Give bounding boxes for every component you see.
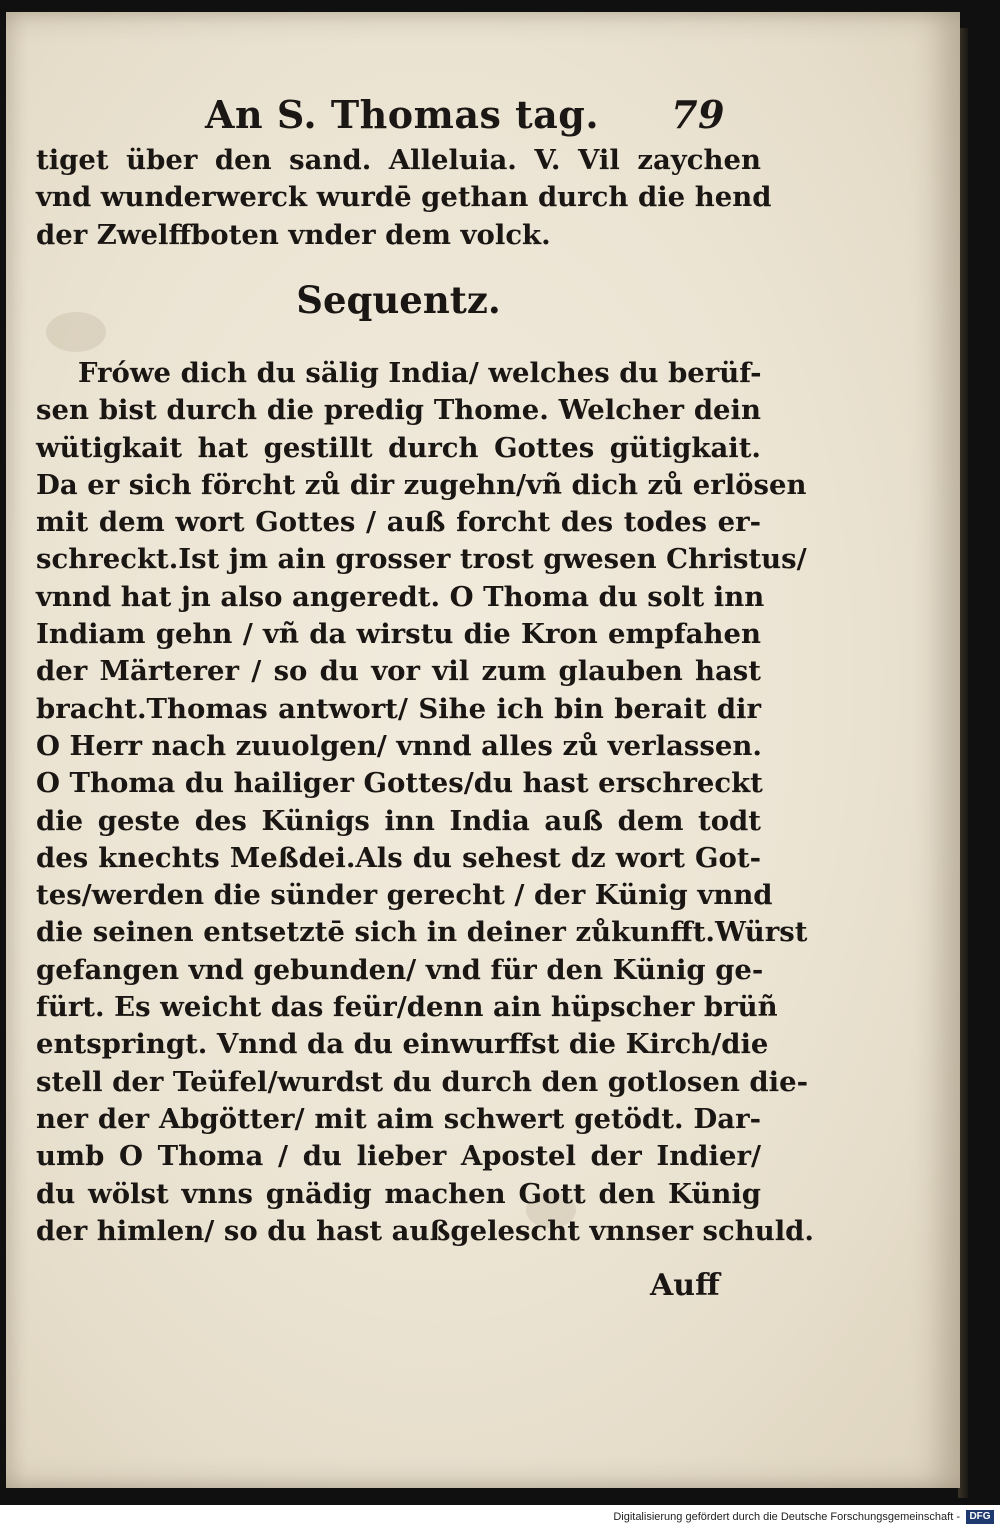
text-line: tiget über den sand. Alleluia. V. Vil zaychen [36, 144, 761, 176]
text-line: sen bist durch die predig Thome. Welcher dein [36, 394, 761, 427]
dfg-logo-icon: DFG [966, 1510, 994, 1524]
footer-bar [0, 1505, 1000, 1530]
text-line: der Märterer / so du vor vil zum glauben hast [36, 655, 761, 688]
text-line: schreckt.Ist jm ain grosser trost gwesen Christus/ [36, 543, 807, 576]
page-number: 79 [671, 92, 725, 137]
text-line: O Thoma du hailiger Gottes/du hast erschreckt [36, 767, 763, 800]
text-line: Da er sich förcht zů dir zugehn/vñ dich zů erlösen [36, 468, 807, 501]
footer-credit: Digitalisierung gefördert durch die Deutsche Forschungsgemeinschaft - [613, 1511, 960, 1523]
section-heading: Sequentz. [296, 278, 501, 322]
sequence-body [36, 355, 814, 1250]
text-line: des knechts Meßdei.Als du sehest dz wort Got- [36, 841, 761, 874]
text-line: stell der Teüfel/wurdst du durch den gotlosen die- [36, 1065, 809, 1098]
text-line: O Herr nach zuuolgen/ vnnd alles zů verlassen. [36, 729, 762, 762]
text-line: entspringt. Vnnd da du einwurffst die Kirch/die [36, 1028, 769, 1061]
text-line: vnd wunderwerck wurdē gethan durch die hend [36, 181, 772, 214]
text-line: der Zwelffboten vnder dem volck. [36, 218, 551, 251]
text-line: tes/werden die sünder gerecht / der Künig vnnd [36, 879, 773, 912]
text-line: die seinen entsetztē sich in deiner zůkunfft.Würst [36, 916, 808, 949]
text-line: bracht.Thomas antwort/ Sihe ich bin berait dir [36, 692, 761, 725]
text-line: fürt. Es weicht das feür/denn ain hüpscher brüñ [36, 991, 778, 1024]
top-lines [36, 142, 772, 254]
text-block [36, 142, 814, 1247]
text-line: Frówe dich du sälig India/ welches du berüf- [78, 357, 762, 389]
text-line: der himlen/ so du hast außgelescht vnnser schuld. [36, 1214, 814, 1247]
text-line: die geste des Künigs inn India auß dem todt [36, 804, 761, 837]
text-line: Indiam gehn / vñ da wirstu die Kron empfahen [36, 618, 761, 651]
text-line: vnnd hat jn also angeredt. O Thoma du solt inn [36, 580, 765, 613]
text-line: ner der Abgötter/ mit aim schwert getödt. Dar- [36, 1102, 761, 1135]
text-line: umb O Thoma / du lieber Apostel der Indier/ [36, 1140, 761, 1173]
text-line: mit dem wort Gottes / auß forcht des todes er- [36, 506, 761, 539]
text-line: du wölst vnns gnädig machen Gott den Künig [36, 1177, 761, 1210]
text-line: wütigkait hat gestillt durch Gottes gütigkait. [36, 431, 761, 464]
catchword: Auff [650, 1268, 720, 1303]
running-head [205, 92, 725, 142]
running-head-title: An S. Thomas tag. [205, 92, 600, 137]
text-line: gefangen vnd gebunden/ vnd für den Künig ge- [36, 953, 764, 986]
